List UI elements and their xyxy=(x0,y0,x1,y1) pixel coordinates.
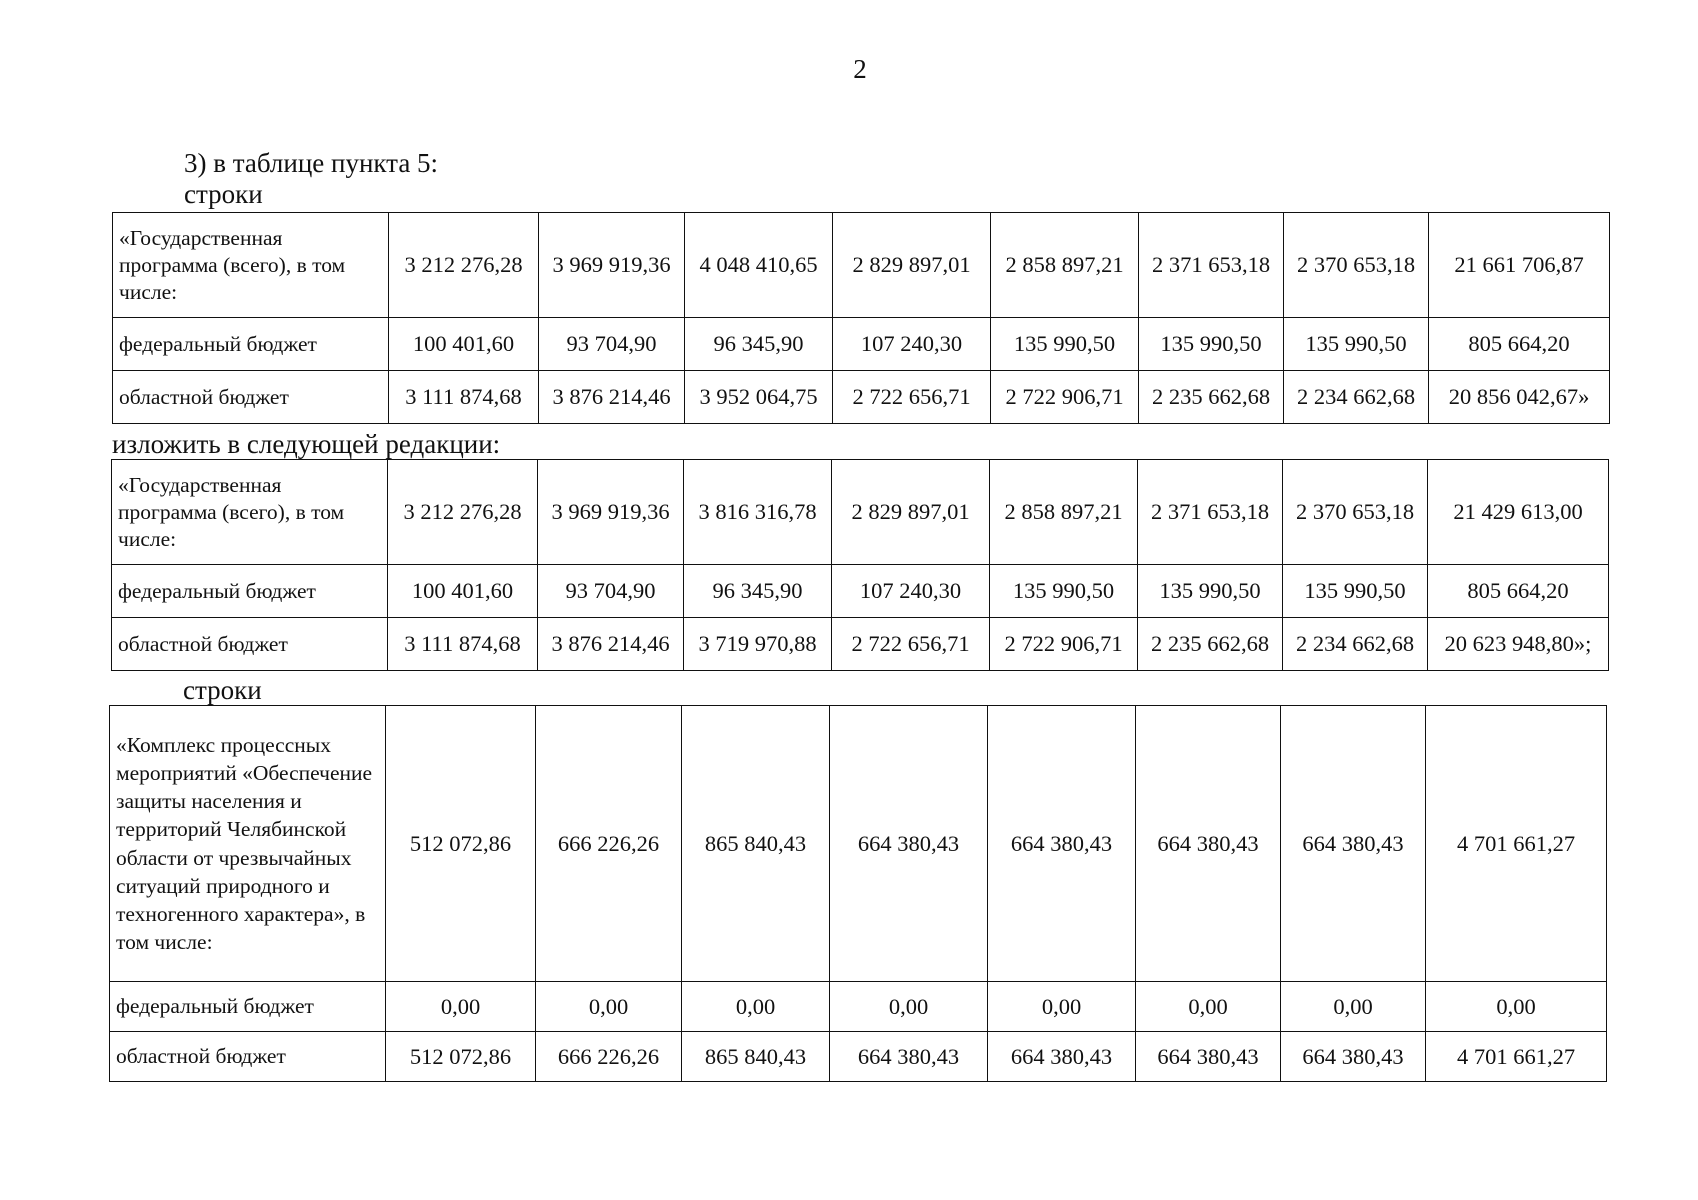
value-cell: 2 722 656,71 xyxy=(833,371,991,424)
value-cell: 2 234 662,68 xyxy=(1283,618,1428,671)
value-cell: 135 990,50 xyxy=(1283,565,1428,618)
intro-line-2: строки xyxy=(184,179,263,209)
value-cell: 100 401,60 xyxy=(389,318,539,371)
value-cell: 664 380,43 xyxy=(1281,1032,1426,1082)
value-cell: 3 719 970,88 xyxy=(684,618,832,671)
value-cell: 100 401,60 xyxy=(388,565,538,618)
value-cell: 0,00 xyxy=(988,982,1136,1032)
value-cell: 135 990,50 xyxy=(1284,318,1429,371)
table-row xyxy=(110,982,1607,1032)
value-cell: 2 722 906,71 xyxy=(990,618,1138,671)
value-cell: 4 701 661,27 xyxy=(1426,706,1607,982)
value-cell: 2 235 662,68 xyxy=(1138,618,1283,671)
value-cell: 2 722 656,71 xyxy=(832,618,990,671)
value-cell: 96 345,90 xyxy=(685,318,833,371)
row-label: федеральный бюджет xyxy=(110,982,386,1032)
value-cell: 0,00 xyxy=(536,982,682,1032)
value-cell: 2 234 662,68 xyxy=(1284,371,1429,424)
value-cell: 0,00 xyxy=(1281,982,1426,1032)
value-cell: 20 856 042,67» xyxy=(1429,371,1610,424)
value-cell: 2 370 653,18 xyxy=(1284,213,1429,318)
value-cell: 664 380,43 xyxy=(1136,1032,1281,1082)
value-cell: 135 990,50 xyxy=(1139,318,1284,371)
value-cell: 93 704,90 xyxy=(538,565,684,618)
table-row xyxy=(113,371,1610,424)
row-label: «Государственная программа (всего), в том числе: xyxy=(113,213,389,318)
row-label: областной бюджет xyxy=(113,371,389,424)
intro-line-1: 3) в таблице пункта 5: xyxy=(184,148,439,178)
table-new xyxy=(111,459,1609,671)
value-cell: 3 111 874,68 xyxy=(389,371,539,424)
value-cell: 2 371 653,18 xyxy=(1138,460,1283,565)
value-cell: 865 840,43 xyxy=(682,1032,830,1082)
value-cell: 107 240,30 xyxy=(832,565,990,618)
table-complex xyxy=(109,705,1607,1082)
value-cell: 2 235 662,68 xyxy=(1139,371,1284,424)
value-cell: 21 661 706,87 xyxy=(1429,213,1610,318)
value-cell: 664 380,43 xyxy=(830,1032,988,1082)
value-cell: 0,00 xyxy=(1136,982,1281,1032)
value-cell: 3 111 874,68 xyxy=(388,618,538,671)
value-cell: 3 969 919,36 xyxy=(539,213,685,318)
value-cell: 805 664,20 xyxy=(1429,318,1610,371)
value-cell: 2 722 906,71 xyxy=(991,371,1139,424)
value-cell: 135 990,50 xyxy=(1138,565,1283,618)
value-cell: 21 429 613,00 xyxy=(1428,460,1609,565)
table-row xyxy=(110,706,1607,982)
value-cell: 20 623 948,80»; xyxy=(1428,618,1609,671)
value-cell: 3 952 064,75 xyxy=(685,371,833,424)
value-cell: 664 380,43 xyxy=(1136,706,1281,982)
table-row xyxy=(110,1032,1607,1082)
value-cell: 666 226,26 xyxy=(536,1032,682,1082)
value-cell: 2 829 897,01 xyxy=(833,213,991,318)
row-label: федеральный бюджет xyxy=(113,318,389,371)
value-cell: 664 380,43 xyxy=(1281,706,1426,982)
value-cell: 512 072,86 xyxy=(386,1032,536,1082)
value-cell: 4 048 410,65 xyxy=(685,213,833,318)
value-cell: 135 990,50 xyxy=(990,565,1138,618)
table-old xyxy=(112,212,1610,424)
value-cell: 135 990,50 xyxy=(991,318,1139,371)
value-cell: 96 345,90 xyxy=(684,565,832,618)
value-cell: 2 858 897,21 xyxy=(991,213,1139,318)
value-cell: 0,00 xyxy=(682,982,830,1032)
value-cell: 3 876 214,46 xyxy=(539,371,685,424)
value-cell: 865 840,43 xyxy=(682,706,830,982)
value-cell: 3 816 316,78 xyxy=(684,460,832,565)
value-cell: 664 380,43 xyxy=(988,706,1136,982)
value-cell: 2 371 653,18 xyxy=(1139,213,1284,318)
value-cell: 93 704,90 xyxy=(539,318,685,371)
value-cell: 2 370 653,18 xyxy=(1283,460,1428,565)
value-cell: 3 876 214,46 xyxy=(538,618,684,671)
value-cell: 3 212 276,28 xyxy=(388,460,538,565)
value-cell: 0,00 xyxy=(386,982,536,1032)
table-row xyxy=(112,618,1609,671)
value-cell: 666 226,26 xyxy=(536,706,682,982)
value-cell: 3 969 919,36 xyxy=(538,460,684,565)
value-cell: 512 072,86 xyxy=(386,706,536,982)
second-rows-label: строки xyxy=(183,675,262,705)
value-cell: 805 664,20 xyxy=(1428,565,1609,618)
value-cell: 0,00 xyxy=(1426,982,1607,1032)
table-row xyxy=(112,460,1609,565)
value-cell: 4 701 661,27 xyxy=(1426,1032,1607,1082)
value-cell: 664 380,43 xyxy=(988,1032,1136,1082)
intro-text xyxy=(184,148,438,210)
row-label: областной бюджет xyxy=(112,618,388,671)
value-cell: 664 380,43 xyxy=(830,706,988,982)
row-label: областной бюджет xyxy=(110,1032,386,1082)
value-cell: 2 829 897,01 xyxy=(832,460,990,565)
table-row xyxy=(112,565,1609,618)
table-row xyxy=(113,318,1610,371)
value-cell: 107 240,30 xyxy=(833,318,991,371)
value-cell: 3 212 276,28 xyxy=(389,213,539,318)
table-row xyxy=(113,213,1610,318)
value-cell: 0,00 xyxy=(830,982,988,1032)
page-number: 2 xyxy=(853,54,867,84)
row-label: «Государственная программа (всего), в том числе: xyxy=(112,460,388,565)
value-cell: 2 858 897,21 xyxy=(990,460,1138,565)
row-label: «Комплекс процессных мероприятий «Обеспечение защиты населения и территорий Челябинской области от чрезвычайных ситуаций природного и техногенного характера», в том числе: xyxy=(110,706,386,982)
replace-phrase: изложить в следующей редакции: xyxy=(112,429,501,459)
row-label: федеральный бюджет xyxy=(112,565,388,618)
